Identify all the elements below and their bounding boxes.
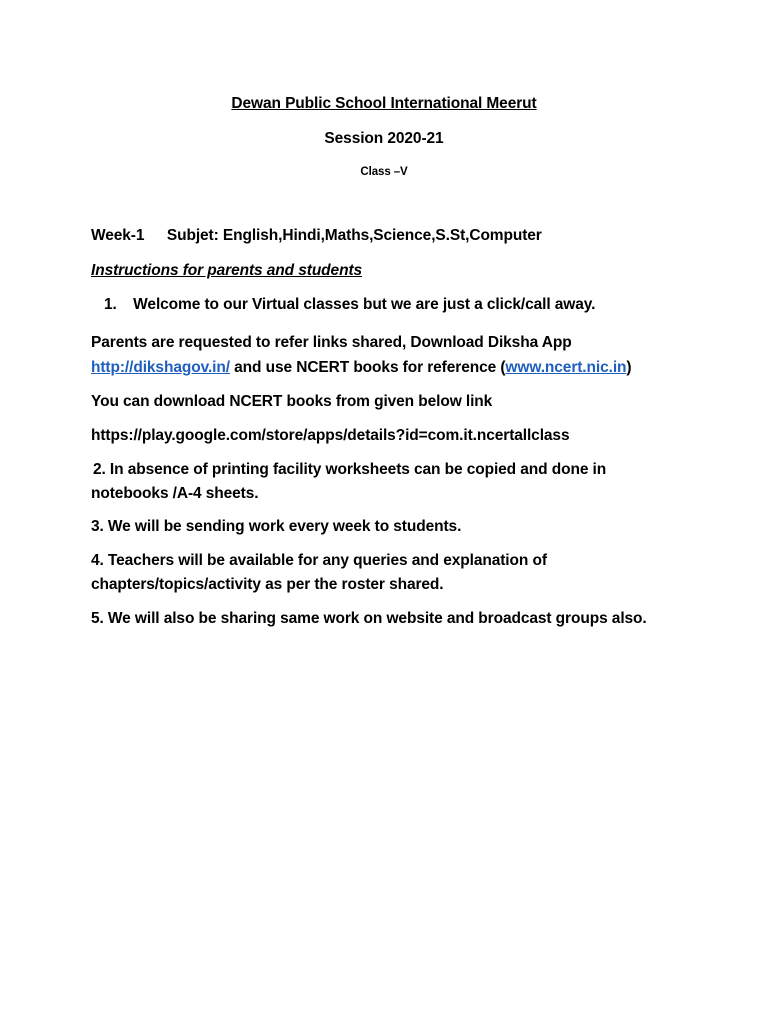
subject-list: Subjet: English,Hindi,Maths,Science,S.St,Computer: [166, 227, 542, 244]
parents-note-line2: [91, 358, 631, 378]
list-item-4-line2: chapters/topics/activity as per the roster shared.: [91, 576, 444, 593]
diksha-link[interactable]: http://dikshagov.in/: [91, 359, 230, 376]
week-line: [91, 226, 542, 246]
list-item-4-line1: 4. Teachers will be available for any queries and explanation of: [91, 552, 547, 569]
school-title: [0, 94, 768, 114]
instructions-heading: Instructions for parents and students: [91, 262, 363, 279]
parents-note-line1: Parents are requested to refer links shared, Download Diksha App: [91, 334, 572, 351]
list-item-1: [104, 295, 595, 315]
list-item-1-number: 1.: [104, 296, 117, 313]
school-title-text: Dewan Public School International Meerut: [231, 95, 537, 112]
session-heading: Session 2020-21: [324, 130, 444, 147]
list-item-2-line2: notebooks /A-4 sheets.: [91, 485, 259, 502]
list-item-5: 5. We will also be sharing same work on website and broadcast groups also.: [91, 610, 647, 627]
parents-middle-text: and use NCERT books for reference (: [229, 359, 506, 376]
class-heading: Class –V: [360, 166, 408, 178]
list-item-1-text: Welcome to our Virtual classes but we are just a click/call away.: [133, 296, 596, 313]
list-item-3: 3. We will be sending work every week to students.: [91, 518, 462, 535]
play-store-url: https://play.google.com/store/apps/details?id=com.it.ncertallclass: [91, 427, 570, 444]
week-label: Week-1: [91, 227, 145, 244]
ncert-link[interactable]: www.ncert.nic.in: [505, 359, 627, 376]
close-paren: ): [626, 359, 632, 376]
download-note: You can download NCERT books from given below link: [91, 393, 493, 410]
list-item-2-line1: 2. In absence of printing facility worksheets can be copied and done in: [93, 461, 607, 478]
